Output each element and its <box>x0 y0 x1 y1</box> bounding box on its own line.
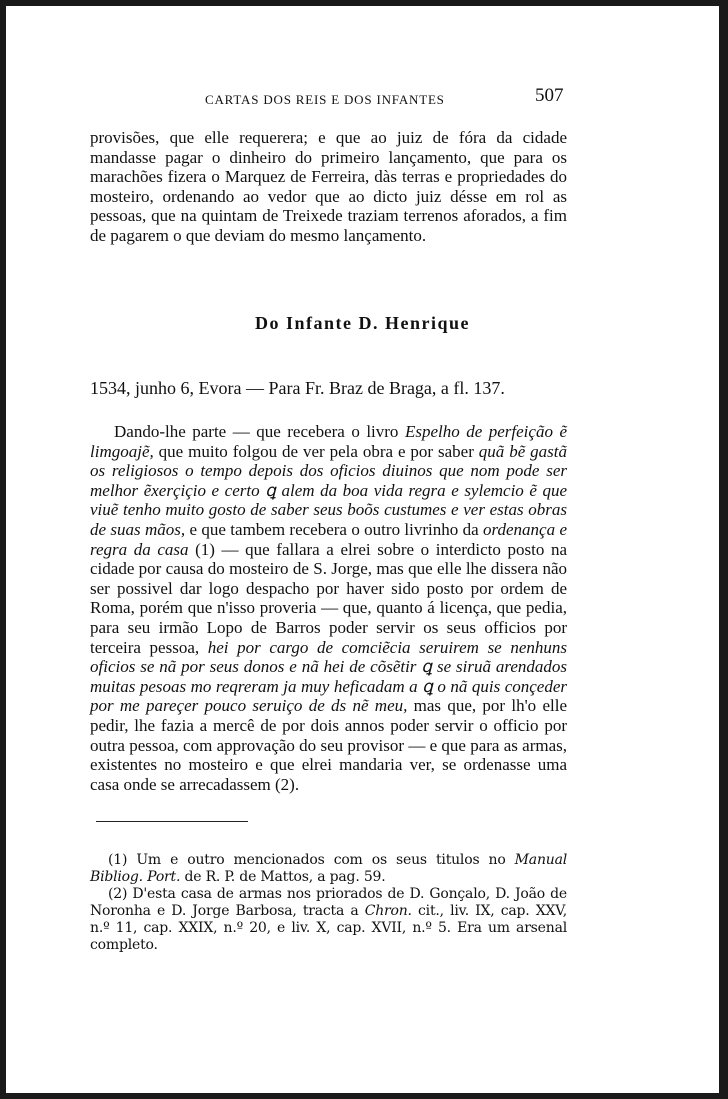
body-quote: Espelho de perfeição ẽ limgoajẽ, <box>90 422 567 461</box>
footnote-text: (2) D'esta casa de armas nos priorados de D. Gonçalo, D. João de Noronha e D. Jorge Barbosa, tracta a <box>90 886 567 919</box>
section-heading: Do Infante D. Henrique <box>254 313 470 333</box>
body-text: que muito folgou de ver pela obra e por saber <box>153 441 479 461</box>
footnote-title: Manual Bibliog. Port. <box>90 852 567 885</box>
letter-dateline: 1534, junho 6, Evora — Para Fr. Braz de Braga, a fl. 137. <box>90 378 505 398</box>
footnote-1 <box>90 852 567 886</box>
letter-summary-paragraph <box>90 422 567 794</box>
body-text: e que tambem recebera o outro livrinho da <box>185 519 484 539</box>
body-text: (1) — que fallara a elrei sobre o interdicto posto na cidade por causa do mosteiro de S. Jorge, mas que elle lhe dissera não ser possivel dar logo despacho por haver sido posto por ordem de Roma, porém que n'isso proveria — que, quanto á licença, que pedia, para seu irmão Lopo de Barros poder servir os seus officios por terceira pessoa, <box>90 539 567 657</box>
footnote-title: Chron. <box>364 903 412 919</box>
running-head: CARTAS DOS REIS E DOS INFANTES <box>205 92 445 107</box>
footnote-rule <box>96 821 248 822</box>
footnote-2 <box>90 886 567 954</box>
footnote-text: (1) Um e outro mencionados com os seus titulos no <box>108 852 515 868</box>
body-quote: ordenança e regra da casa <box>90 519 567 559</box>
footnote-text: de R. P. de Mattos, a pag. 59. <box>180 869 386 885</box>
body-text: Dando-lhe parte — que recebera o livro <box>114 422 405 441</box>
body-quote: quã bẽ gastã os religiosos o tempo depois dos oficios diuinos que nom pode ser melhor ẽxerçiçio e certo ꝗ alem da boa vida regra e sylemcio ẽ que viuẽ tenho muito gosto de saber seus boõs custumes e ver estas obras de suas mãos, <box>90 441 567 539</box>
document-page <box>6 6 719 1093</box>
continuation-paragraph: provisões, que elle requerera; e que ao juiz de fóra da cidade mandasse pagar o dinheiro do primeiro lançamento, que para os marachões fizera o Marquez de Ferreira, dàs terras e propriedades do mosteiro, ordenando ao vedor que ao dicto juiz désse em rol as pessoas, que na quintam de Treixede traziam terrenos aforados, a fim de pagarem o que deviam do mesmo lançamento. <box>90 128 567 245</box>
footnote-text: cit., liv. IX, cap. XXV, n.º 11, cap. XXIX, n.º 20, e liv. X, cap. XVII, n.º 5. Era um arsenal completo. <box>90 903 567 953</box>
body-text: mas que, por lh'o elle pedir, lhe fazia a mercê de por dois annos poder servir o officio por outra pessoa, com approvação do seu provisor — e que para as armas, existentes no mosteiro e que elrei mandaria ver, se ordenasse uma casa onde se arrecadassem (2). <box>90 696 567 794</box>
page-number: 507 <box>535 85 564 106</box>
body-quote: hei por cargo de comciẽcia seruirem se nenhuns oficios se nã por seus donos e nã hei de cõsẽtir ꝗ se siruã arendados muitas pesoas mo reqreram ja muy heficadam a ꝗ o nã quis conçeder por me pareçer pouco seruiço de ds nẽ meu, <box>90 637 567 716</box>
